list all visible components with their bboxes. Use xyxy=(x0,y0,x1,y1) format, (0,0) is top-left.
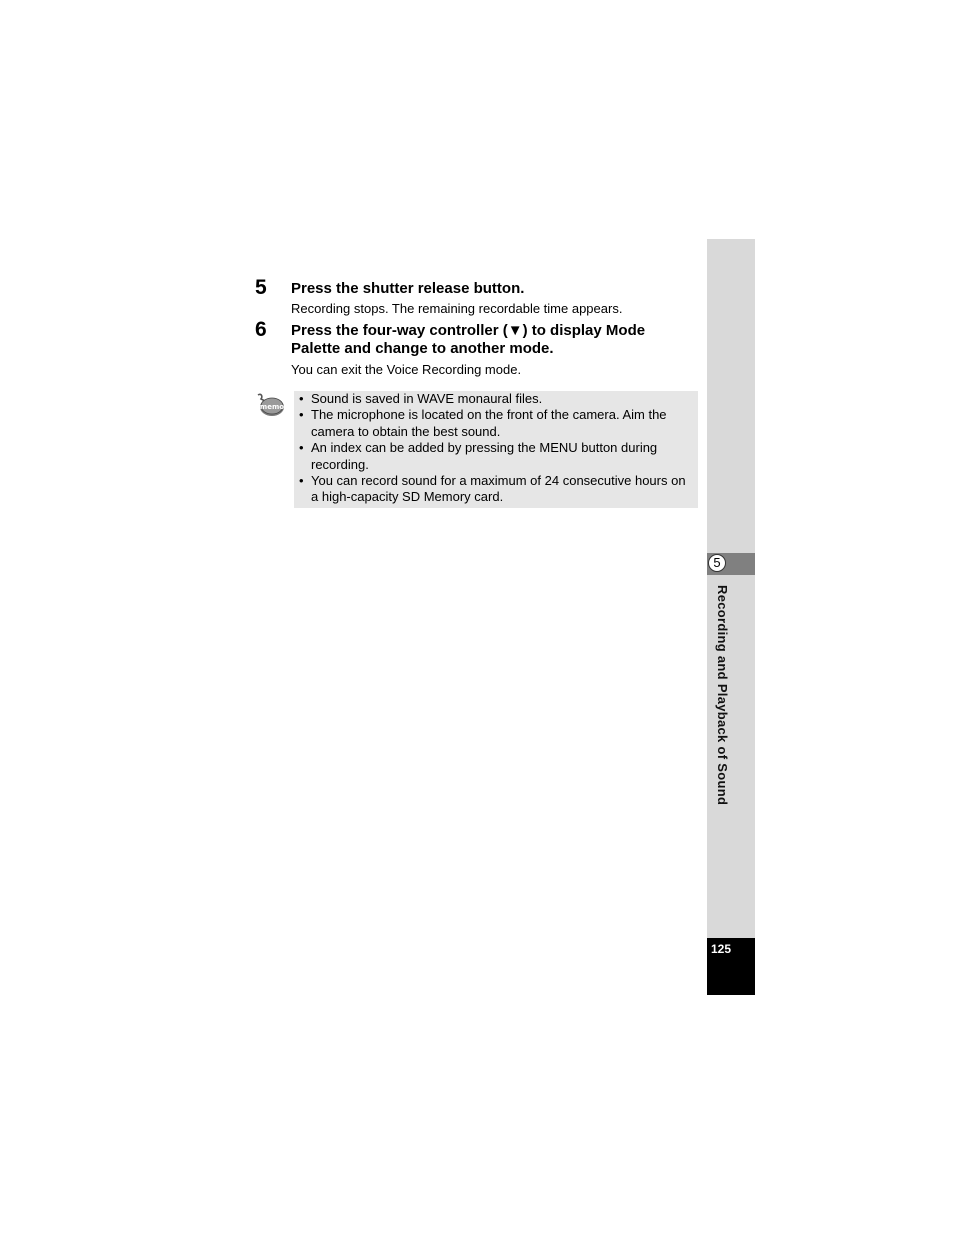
step-body-5: Recording stops. The remaining recordable time appears. xyxy=(291,301,623,316)
memo-icon-label: memo xyxy=(259,403,285,411)
step-body-6: You can exit the Voice Recording mode. xyxy=(291,362,522,377)
memo-item xyxy=(299,407,694,440)
chapter-number-badge: 5 xyxy=(708,554,726,572)
bullet: • xyxy=(299,440,304,456)
memo-list xyxy=(299,391,694,506)
memo-icon xyxy=(255,392,285,418)
memo-item-text: The microphone is located on the front of the camera. Aim the camera to obtain the best sound. xyxy=(311,407,667,439)
memo-item xyxy=(299,391,694,407)
step-number-6: 6 xyxy=(255,318,267,341)
chapter-title: Recording and Playback of Sound xyxy=(715,585,730,806)
bullet: • xyxy=(299,407,304,423)
step-heading-6: Press the four-way controller (▼) to display Mode Palette and change to another mode. xyxy=(291,322,646,357)
bullet: • xyxy=(299,473,304,489)
memo-item-text: You can record sound for a maximum of 24 consecutive hours on a high-capacity SD Memory card. xyxy=(311,473,686,505)
memo-item xyxy=(299,473,694,506)
step-number-5: 5 xyxy=(255,276,267,299)
memo-item xyxy=(299,440,694,473)
memo-item-text: Sound is saved in WAVE monaural files. xyxy=(311,391,543,406)
page-number: 125 xyxy=(711,942,732,956)
step-heading-5: Press the shutter release button. xyxy=(291,280,525,297)
memo-item-text: An index can be added by pressing the MENU button during recording. xyxy=(311,440,658,472)
bullet: • xyxy=(299,391,304,406)
